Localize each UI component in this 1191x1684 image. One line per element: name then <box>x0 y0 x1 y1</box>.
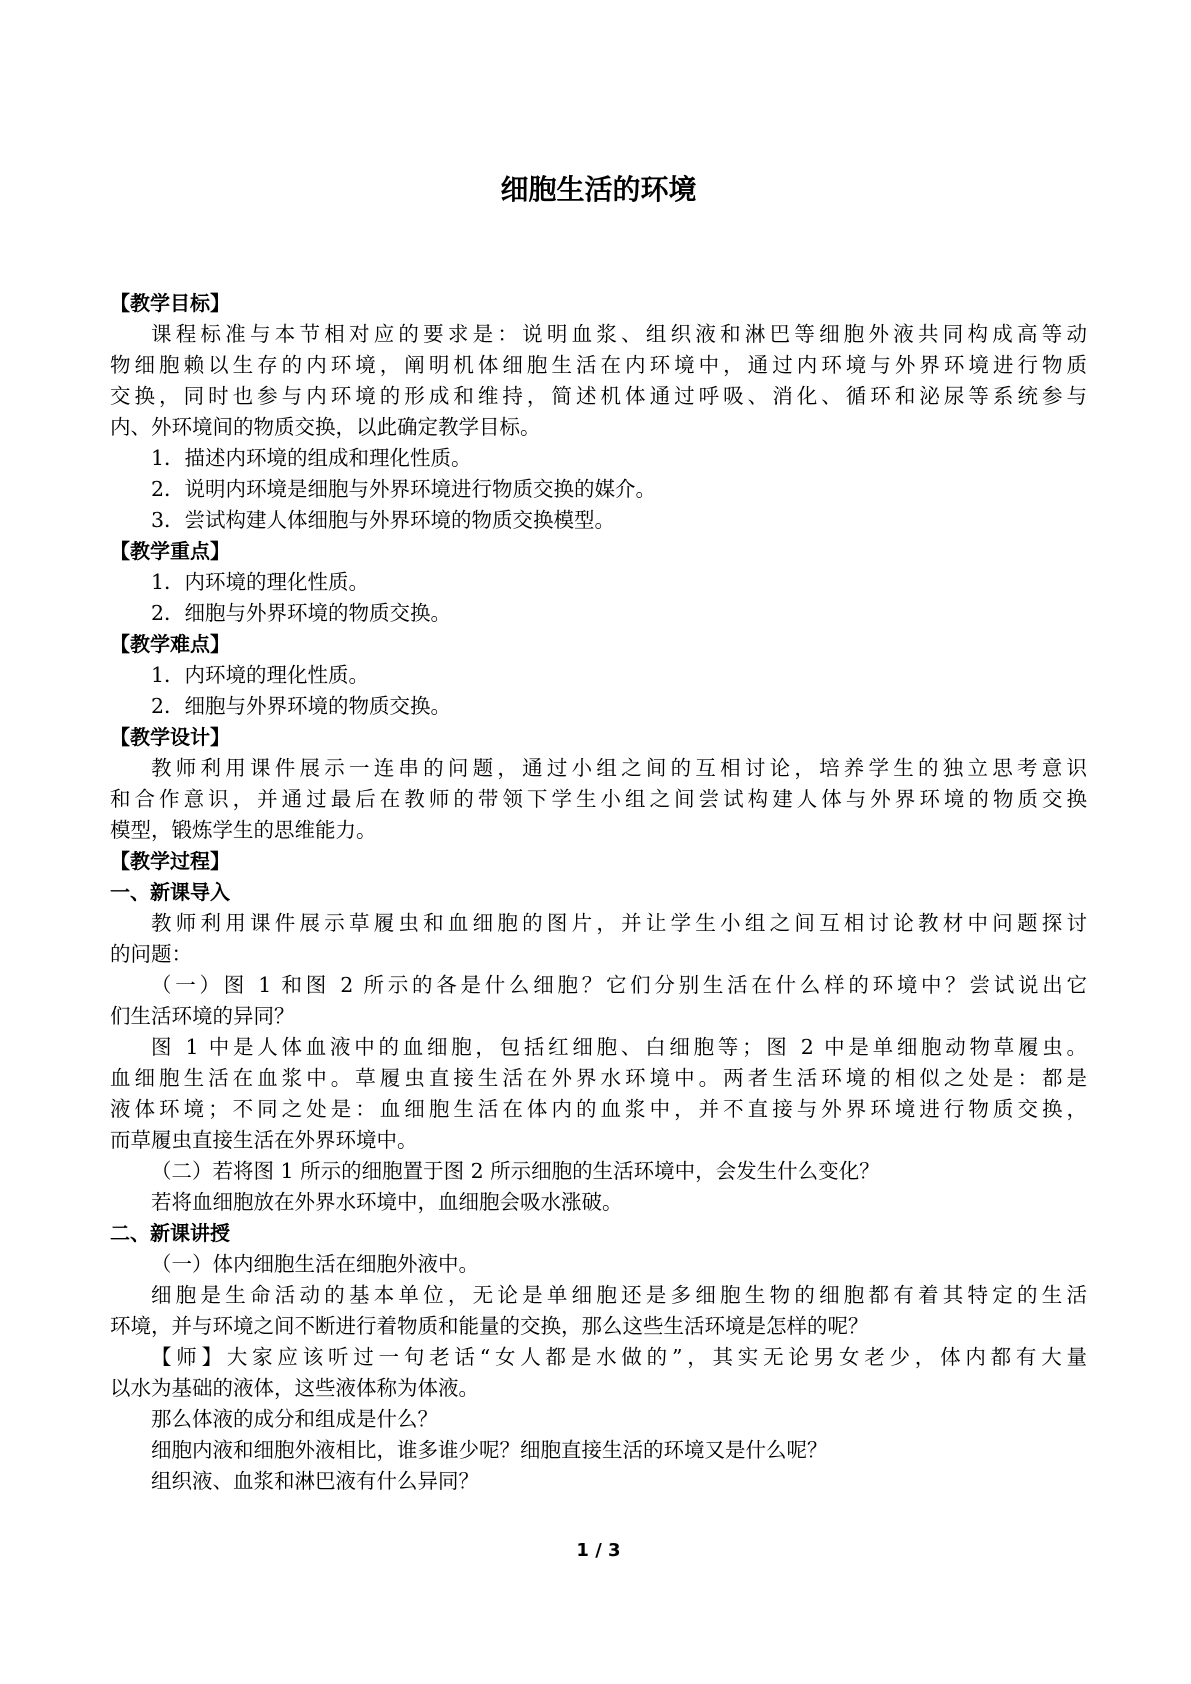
list-item: 若将血细胞放在外界水环境中，血细胞会吸水涨破。 <box>151 1190 623 1214</box>
page-number: 1 / 3 <box>576 1540 621 1561</box>
section-heading: 【教学设计】 <box>110 725 230 749</box>
paragraph-line: 细胞是生命活动的基本单位，无论是单细胞还是多细胞生物的细胞都有着其特定的生活 <box>151 1283 1087 1307</box>
list-item: 2．说明内环境是细胞与外界环境进行物质交换的媒介。 <box>151 477 657 501</box>
list-item: 3．尝试构建人体细胞与外界环境的物质交换模型。 <box>151 508 616 532</box>
paragraph-line: 模型，锻炼学生的思维能力。 <box>110 818 377 842</box>
section-heading: 二、新课讲授 <box>110 1221 230 1245</box>
paragraph-line: 物细胞赖以生存的内环境，阐明机体细胞生活在内环境中，通过内环境与外界环境进行物质 <box>110 353 1087 377</box>
section-heading: 【教学过程】 <box>110 849 230 873</box>
paragraph-line: （一）图 1 和图 2 所示的各是什么细胞？它们分别生活在什么样的环境中？尝试说出它 <box>151 973 1087 997</box>
list-item: 1．内环境的理化性质。 <box>151 570 370 594</box>
list-item: 2．细胞与外界环境的物质交换。 <box>151 601 452 625</box>
paragraph-line: 以水为基础的液体，这些液体称为体液。 <box>110 1376 479 1400</box>
list-item: 那么体液的成分和组成是什么？ <box>151 1407 438 1431</box>
paragraph-line: 课程标准与本节相对应的要求是：说明血浆、组织液和淋巴等细胞外液共同构成高等动 <box>151 322 1087 346</box>
paragraph-line: 环境，并与环境之间不断进行着物质和能量的交换，那么这些生活环境是怎样的呢？ <box>110 1314 869 1338</box>
paragraph-line: 图 1 中是人体血液中的血细胞，包括红细胞、白细胞等；图 2 中是单细胞动物草履虫。 <box>151 1035 1087 1059</box>
paragraph-line: 的问题： <box>110 942 192 966</box>
list-item: 细胞内液和细胞外液相比，谁多谁少呢？细胞直接生活的环境又是什么呢？ <box>151 1438 828 1462</box>
paragraph-line: 教师利用课件展示一连串的问题，通过小组之间的互相讨论，培养学生的独立思考意识 <box>151 756 1087 780</box>
paragraph-line: 教师利用课件展示草履虫和血细胞的图片，并让学生小组之间互相讨论教材中问题探讨 <box>151 911 1087 935</box>
list-item: （一）体内细胞生活在细胞外液中。 <box>151 1252 479 1276</box>
list-item: 1．内环境的理化性质。 <box>151 663 370 687</box>
section-heading: 【教学难点】 <box>110 632 230 656</box>
list-item: （二）若将图 1 所示的细胞置于图 2 所示细胞的生活环境中，会发生什么变化？ <box>151 1159 880 1183</box>
list-item: 1．描述内环境的组成和理化性质。 <box>151 446 472 470</box>
paragraph-line: 血细胞生活在血浆中。草履虫直接生活在外界水环境中。两者生活环境的相似之处是：都是 <box>110 1066 1087 1090</box>
list-item: 组织液、血浆和淋巴液有什么异同？ <box>151 1469 479 1493</box>
list-item: 2．细胞与外界环境的物质交换。 <box>151 694 452 718</box>
paragraph-line: 内、外环境间的物质交换，以此确定教学目标。 <box>110 415 541 439</box>
document-body <box>110 288 1087 1497</box>
paragraph-line: 交换，同时也参与内环境的形成和维持，简述机体通过呼吸、消化、循环和泌尿等系统参与 <box>110 384 1087 408</box>
section-heading: 【教学重点】 <box>110 539 230 563</box>
section-heading: 【教学目标】 <box>110 291 230 315</box>
section-heading: 一、新课导入 <box>110 880 230 904</box>
paragraph-line: 液体环境；不同之处是：血细胞生活在体内的血浆中，并不直接与外界环境进行物质交换， <box>110 1097 1087 1121</box>
paragraph-line: 【师】大家应该听过一句老话“女人都是水做的”，其实无论男女老少，体内都有大量 <box>151 1345 1087 1369</box>
document-title: 细胞生活的环境 <box>500 173 697 206</box>
paragraph-line: 和合作意识，并通过最后在教师的带领下学生小组之间尝试构建人体与外界环境的物质交换 <box>110 787 1087 811</box>
paragraph-line: 而草履虫直接生活在外界环境中。 <box>110 1128 418 1152</box>
paragraph-line: 们生活环境的异同？ <box>110 1004 295 1028</box>
